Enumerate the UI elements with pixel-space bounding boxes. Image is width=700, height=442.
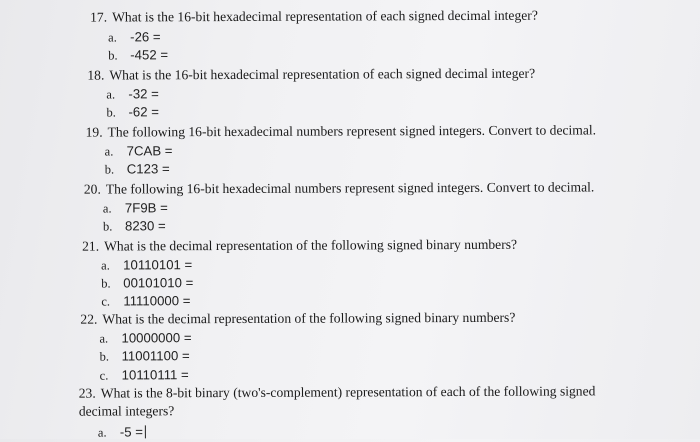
question-number: 20. bbox=[83, 181, 101, 197]
list-item: b. 11001100 = bbox=[99, 348, 190, 364]
list-item: a. 10110101 = bbox=[101, 257, 193, 273]
question-number: 18. bbox=[87, 67, 105, 83]
question-text: What is the decimal representation of the following signed binary numbers? bbox=[104, 236, 518, 254]
question-17 bbox=[90, 7, 538, 26]
text-cursor bbox=[145, 425, 146, 438]
list-item: c. 11110000 = bbox=[101, 293, 191, 309]
list-item: b. -62 = bbox=[106, 104, 159, 120]
list-item: c. 10110111 = bbox=[99, 367, 189, 383]
question-19 bbox=[86, 121, 597, 140]
question-number: 22. bbox=[80, 311, 98, 327]
question-text: The following 16-bit hexadecimal numbers represent signed integers. Convert to decimal. bbox=[107, 122, 597, 140]
list-item: b. 00101010 = bbox=[101, 275, 194, 291]
question-text: What is the 16-bit hexadecimal representation of each signed decimal integer? bbox=[112, 7, 538, 25]
list-item: a. 10000000 = bbox=[99, 330, 192, 346]
list-item: a. 7CAB = bbox=[104, 143, 173, 159]
question-number: 17. bbox=[90, 9, 108, 25]
question-23 bbox=[79, 382, 596, 401]
list-item: a. -26 = bbox=[108, 29, 161, 45]
question-number: 23. bbox=[78, 385, 96, 401]
question-18 bbox=[87, 65, 535, 84]
list-item: b. -452 = bbox=[108, 47, 169, 63]
question-text: What is the 8-bit binary (two's-complement) representation of each of the following signed bbox=[100, 383, 596, 401]
question-20 bbox=[84, 178, 595, 197]
list-item: a. 7F9B = bbox=[102, 200, 168, 216]
list-item: b. C123 = bbox=[104, 161, 170, 177]
question-text: What is the decimal representation of the following signed binary numbers? bbox=[102, 309, 516, 327]
list-item: a. -32 = bbox=[106, 86, 159, 102]
question-22 bbox=[80, 309, 515, 328]
question-21 bbox=[82, 236, 517, 255]
question-number: 19. bbox=[85, 124, 103, 140]
question-number: 21. bbox=[82, 238, 100, 254]
question-text: The following 16-bit hexadecimal numbers represent signed integers. Convert to decimal. bbox=[105, 179, 595, 197]
list-item: b. 8230 = bbox=[102, 218, 166, 234]
question-text-continued: decimal integers? bbox=[78, 403, 175, 419]
list-item: a. -5 = bbox=[98, 423, 146, 441]
question-text: What is the 16-bit hexadecimal representation of each signed decimal integer? bbox=[109, 65, 536, 83]
